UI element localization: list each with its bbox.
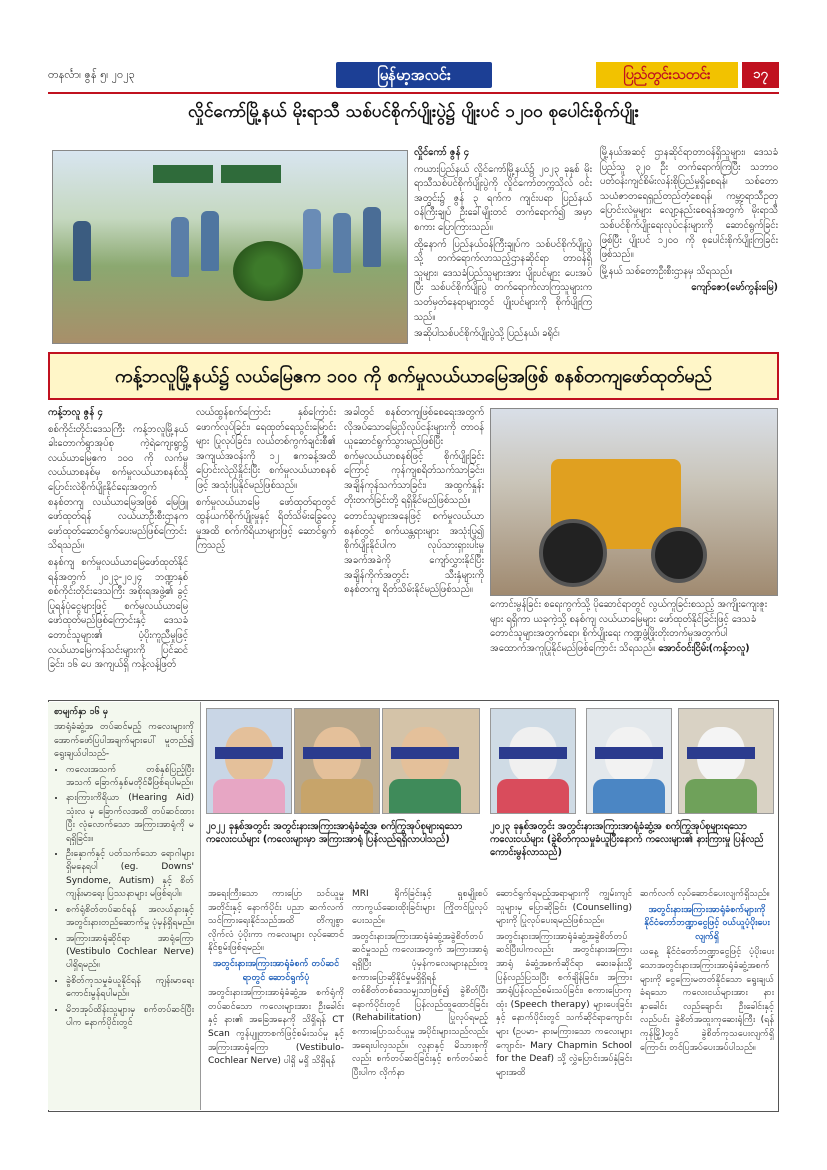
story1-paragraph: မြို့နယ် သစ်တောဦးစီးဌာနမှ သိရသည်။	[600, 265, 733, 277]
child-photo	[586, 708, 672, 814]
list-item: • မိဘအုပ်ထိန်းသူများမှ စက်တပ်ဆင်ပြီးပါက နောက်ပိုင်းတွင်	[66, 1004, 194, 1031]
privacy-bar	[595, 747, 663, 759]
story3-column-b	[352, 888, 488, 1108]
privacy-bar	[303, 747, 371, 759]
child-photo	[382, 708, 480, 814]
child-body	[389, 779, 461, 814]
child-body	[685, 779, 757, 814]
section-title: ပြည်တွင်းသတင်း	[596, 62, 738, 88]
privacy-bar	[499, 747, 567, 759]
story2-paragraph: တောင်သူများအနေဖြင့် စက်မှုလယ်ယာစနစ်တွင် စက်ယန္တရားများ အသုံးပြု၍ စိုက်ပျိုးနိုင်ပါက လုပ်သားရှားပါးမှုအခက်အခဲကို ကျော်လွှားနိုင်ပြီး အချိန်ကိုက်အတွင်း သီးနှံများကို စနစ်တကျ ရိတ်သိမ်းနိုင်မည်ဖြစ်သည်။	[344, 511, 484, 596]
person-figure	[333, 213, 351, 273]
person-figure	[73, 221, 91, 281]
person-figure	[363, 207, 381, 267]
photo-caption-2023: ၂၀၂၃ ခုနှစ်အတွင်း အတွင်းနားအကြားအာရုံခံဆွံ့အ စက်ကြွအုပ်စုများရသော ကလေးငယ်များ (ခွဲစိတ်ကုသမှုခံယူပြီးနောက် ကလေးများ၏ နားကြားမှု ပြန်လည်ကောင်းမွန်လာသည်)	[490, 821, 764, 858]
criteria-list	[54, 764, 194, 1031]
story3-paragraph: အတွင်းနားအကြားအာရုံခံဆွံ့အ စက်ရုံကိုတပ်ဆင်သော ကလေးများအား ဦးခေါင်းနှင့် နား၏ အခြေအနေကို သိရှိရန် CT Scan ကွန်ပျူတာစက်ဖြင့်စမ်းသပ်မှု နှင့် အကြားအာရုံကြော (Vestibulo-Cochlear Nerve) ပါရှိ မရှိ သိရှိရန်	[208, 988, 344, 1067]
list-item: • အကြားအာရုံဆိုင်ရာ အာရုံကြော (Vestibulo Cochlear Nerve) ပါရှိရမည်။	[66, 933, 194, 973]
story3-paragraph: အတွင်းနားအကြားအာရုံခံဆွံ့အခွဲစိတ်တပ်ဆင်ပြီးပါကလည်း အတွင်းနားအကြားအာရုံ ခံဆွံ့အစက်ဆိုင်ရာ ဆေးခန်းသို့ပြန်လည်ပြသပြီး စက်ချိန်ခြင်း၊ အကြားအာရုံပြန်လည်စမ်းသပ်ခြင်း၊ စကားပြောကုထုံး (Speech therapy) များပေးခြင်းနှင့် နောက်ပိုင်းတွင် သက်ဆိုင်ရာကျောင်းများ (ဥပမာ- နားမကြားသော ကလေးများကျောင်း- Mary Chapmin School for the Deaf) သို့ လွှဲပြောင်းအပ်နှံခြင်းများအထိ	[496, 931, 632, 1078]
story1-byline: ကျော်ဇော(မော်ကွန်းမြေ)	[691, 282, 778, 294]
story3-sidebar-text	[54, 706, 194, 1106]
paper-masthead: မြန်မာ့အလင်း	[336, 62, 492, 88]
banner-sign	[221, 165, 281, 183]
story1-paragraph: ထို့နောက် ပြည်နယ်ဝန်ကြီးချုပ်က သစ်ပင်စိုက်ပျိုးပွဲသို့ တက်ရောက်လာသည့်ဌာနဆိုင်ရာ တာဝန်ရှိသူများ၊ ဒေသခံပြည်သူများအား ပျိုးပင်များ ပေးအပ်ပြီး သစ်ပင်စိုက်ပျိုးပွဲ တက်ရောက်လာကြသူများက သတ်မှတ်နေရာများတွင် ပျိုးပင်များကို စိုက်ပျိုးကြသည်။	[414, 238, 592, 323]
story2-column-1	[48, 406, 188, 696]
issue-date: တနင်္လာ၊ ဇွန် ၅၊ ၂၀၂၃	[48, 68, 135, 81]
photo-caption-2022: ၂၀၂၂ ခုနှစ်အတွင်း အတွင်းနားအကြားအာရုံခံဆွံ့အ စက်ကြွအုပ်စုများရသော ကလေးငယ်များ (ကလေးများမှာ အကြားအာရုံ ပြန်လည်ရရှိလာပါသည်)	[206, 821, 463, 845]
tractor-wheel	[539, 519, 607, 587]
continued-label: စာမျက်နှာ ၁၆ မှ	[54, 707, 109, 717]
story2-dateline: ကန့်ဘလူ ဇွန် ၄	[48, 407, 103, 418]
story3-intro: အာရုံခံဆွံ့အ တပ်ဆင်မည့် ကလေးများကို အောက်ဖော်ပြပါအချက်များပေါ် မူတည်၍ ရွေးချယ်ပါသည်-	[54, 722, 194, 760]
privacy-bar	[391, 747, 459, 759]
newspaper-page	[48, 62, 779, 1112]
list-item: • နားကြားကိရိယာ (Hearing Aid) သုံးလ မှ ခြောက်လအထိ တပ်ဆင်ထားပြီး လုံလောက်သော အကြားအာရုံကို မရရှိခြင်း။	[66, 792, 194, 846]
tractor-photo	[490, 408, 778, 596]
story3-column-c	[496, 888, 632, 1108]
story2-byline: အောင်ဝင်းငြိမ်း(ကန့်ဘလူ)	[658, 642, 750, 654]
child-body	[593, 779, 665, 814]
tree-planting-photo	[52, 150, 408, 344]
story1-dateline: လှိုင်ကော် ဇွန် ၄	[414, 147, 470, 158]
story2-column-2	[196, 406, 336, 696]
person-figure	[303, 209, 321, 269]
story2-paragraph: စစ်ကိုင်းတိုင်းဒေသကြီး ကန့်ဘလူမြို့နယ် ခါးတောက်ရွာအုပ်စု ကဲ့ရဲကျေးရွာ၌ လယ်ယာမြေဧက ၁၀၀ ကို လက်မှုလယ်ယာစနစ်မှ စက်မှုလယ်ယာစနစ်သို့ ပြောင်းလဲစိုက်ပျိုးနိုင်ရေးအတွက် စနစ်တကျ လယ်ယာမြေအဖြစ် မြေဖြူဖော်ထုတ်ရန် လယ်ယာဦးစီးဌာနက ဖော်ထုတ်ဆောင်ရွက်ပေးမည်ဖြစ်ကြောင်း သိရသည်။	[48, 423, 188, 552]
child-photo	[294, 708, 380, 814]
child-body	[213, 779, 285, 814]
story3-paragraph: အရေးကြီးသော ကားပြော သင်ယူမှုအတိုင်းနှင့် နောက်ပိုင်း ပညာ ဆက်လက်သင်ကြားရေးနိုင်သည်အထိ တိကျစွာ လိုက်လံ ပံ့ပိုးကာ ကလေးများ လုပ်ဆောင်နိုင်စွမ်းဖြစ်ရမည်။	[208, 889, 344, 954]
person-figure	[201, 211, 219, 271]
story1-column-1	[414, 146, 592, 344]
child-photo	[678, 708, 774, 814]
list-item: • စက်ရုံစိတ်တပ်ဆင်ရန် အလယ်နားနှင့် အတွင်းနားတည်ဆောက်မှု ပုံမှန်ရှိရမည်။	[66, 904, 194, 931]
story3-paragraph: ယနေ့ နိုင်ငံတော်ဘဏ္ဍာငွေဖြင့် ပံ့ပိုးပေးသောအတွင်းနားအကြားအာရုံခံဆွံ့အစက်များကို ငွေကြေးမတတ်နိုင်သော ရွေးချယ်ခံရသော ကလေးငယ်များအား နား နှာခေါင်း လည်ချောင်း ဦးခေါင်းနှင့် လည်ပင်း ခွဲစိတ်အထူးကုဆေးရုံကြီး (ရန်ကုန်မြို့)တွင် ခွဲစိတ်ကုသပေးလျက်ရှိကြောင်း တင်ပြအပ်ပေးအပ်ပါသည်။	[640, 947, 774, 1053]
privacy-bar	[687, 747, 755, 759]
story3-subheading: အတွင်းနားအကြားအာရုံခံစက် တပ်ဆင်ရာတွင် ဆောင်ရွက်ပုံ	[212, 958, 340, 983]
person-figure	[171, 217, 189, 277]
child-body	[497, 779, 569, 814]
privacy-bar	[215, 747, 283, 759]
story2-paragraph: လယ်ထွန်စက်ကြောင်း နှစ်ကြောင်း ဖောက်လုပ်ခြင်း၊ ရေထုတ်ရေသွင်းမြောင်းများ ပြုလုပ်ခြင်း၊ လယ်တစ်ကွက်ချင်းစီ၏ အကျယ်အဝန်းကို ၁၂ ဧကခန့်အထိ ပြောင်းလဲညှိနှိုင်းပြီး စက်မှုလယ်ယာစနစ်ဖြင့် အသုံးပြုနိုင်မည်ဖြစ်သည်။	[196, 407, 336, 491]
story1-paragraph: ကယားပြည်နယ် လှိုင်ကော်မြို့နယ်၌ ၂၀၂၃ ခုနှစ် မိုးရာသီသစ်ပင်စိုက်ပျိုးပွဲကို လှိုင်ကော်တက္ကသိုလ် ဝင်းအတွင်း၌ ဇွန် ၃ ရက်က ကျင်းပရာ ပြည်နယ် ဝန်ကြီးချုပ် ဦးခေါ်မျိုးတင် တက်ရောက်၍ အမှာစကား ပြောကြားသည်။	[414, 163, 592, 233]
story1-paragraph: အဆိုပါသစ်ပင်စိုက်ပျိုးပွဲသို့ ပြည်နယ်၊ ခရိုင်၊	[414, 328, 560, 340]
story2-caption-text: ကောင်းမွန်ခြင်း စရေးကွက်သို့ ပိုဆောင်ရာတွင် လွယ်ကူခြင်းစသည့် အကျိုးကျေးဇူးများ ရရှိကာ ယခုကဲ့သို့ စနစ်ကျ လယ်ယာမြေများ ဖော်ထုတ်နိုင်ခြင်းဖြင့် ဒေသခံတောင်သူများအတွက်ရော၊ စိုက်ပျိုးရေး ကဏ္ဍဖွံ့ဖြိုးတိုးတက်မှုအတွက်ပါ အထောက်အကူပြုနိုင်မည်ဖြစ်ကြောင်း သိရသည်။	[490, 599, 768, 654]
child-body	[301, 779, 373, 814]
list-item: • ဦးနှောက်နှင့် ပတ်သက်သော ရောဂါများ ရှိမနေရပါ (eg. Downs' Syndome, Autism) နှင့် စိတ်ကျန်းမာရေး ပြဿနာများ မဖြစ်ရပါ။	[66, 848, 194, 902]
story3-subheading: အတွင်းနားအကြားအာရုံခံစက်များကို နိုင်ငံတော်ဘဏ္ဍာငွေဖြင့် ဝယ်ယူပံ့ပိုးပေးလျက်ရှိ	[644, 904, 770, 942]
story2-caption	[490, 598, 778, 656]
story1-headline: လှိုင်ကော်မြို့နယ် မိုးရာသီ သစ်ပင်စိုက်ပျိုးပွဲ၌ ပျိုးပင် ၁၂၀၀ စုပေါင်းစိုက်ပျိုး	[188, 102, 639, 122]
story2-headline: ကန့်ဘလူမြို့နယ်၌ လယ်မြေဧက ၁၀၀ ကို စက်မှုလယ်ယာမြေအဖြစ် စနစ်တကျဖော်ထုတ်မည်	[114, 366, 713, 387]
story3-paragraph: MRI ရိုက်ခြင်းနှင့် ရှုစမျိုးစပ် ကာကွယ်ဆေးထိုးခြင်းများ ကြိုတင်ပြုလုပ်ပေးသည်။	[352, 889, 488, 927]
story2-paragraph: စနစ်ကျ စက်မှုလယ်ယာမြေဖော်ထုတ်နိုင်ရန်အတွက် ၂၀၂၃-၂၀၂၄ ဘဏ္ဍာနှစ် စစ်ကိုင်းတိုင်းဒေသကြီး အစိုးရအဖွဲ့၏ ခွင့်ပြုရန်ပုံငွေများဖြင့် စက်မှုလယ်ယာမြေ ဖော်ထုတ်မည်ဖြစ်ကြောင်းနှင့် ဒေသခံတောင်သူများ၏ ပံ့ပိုးကူညီမှုဖြင့် လယ်ယာမြေကန်သင်းများကို ပြင်ဆင်ခြင်း၊ ၁၆ ပေ အကျယ်ရှိ ကန့်လန့်ဖြတ်	[48, 556, 188, 671]
story2-column-3	[344, 406, 484, 696]
child-photo	[490, 708, 576, 814]
story3-column-a	[208, 888, 344, 1108]
page-header	[48, 62, 779, 92]
story2-headline-box	[48, 352, 779, 400]
sapling-tree	[233, 241, 303, 301]
story3-paragraph: အတွင်းနားအကြားအာရုံခံဆွံ့အခွဲစိတ်တပ်ဆင်မှုသည် ကလေးအတွက် အကြားအာရုံရရှိပြီး ပုံမှန်ကလေးများနည်းတူ စကားပြောဆိုနိုင်မှုမရှိရှိရန် တစ်စိတ်တစ်ဒေသမျှသာဖြစ်၍ ခွဲစိတ်ပြီးနောက်ပိုင်းတွင် ပြန်လည်ထူထောင်ခြင်း (Rehabilitation) ပြုလုပ်ရမည့် စကားပြောသင်ယူမှု အပိုင်းများသည်လည်း အရေးပါလှသည်။ လူနာနှင့် မိသားစုကိုလည်း စက်တပ်ဆင်ခြင်းနှင့် စက်တပ်ဆင်ပြီးပါက လိုက်နာ	[352, 931, 488, 1078]
story1-paragraph: မြို့နယ်အဆင့် ဌာနဆိုင်ရာတာဝန်ရှိသူများ၊ ဒေသခံပြည်သူ ၃၂၀ ဦး တက်ရောက်ကြပြီး သဘာဝပတ်ဝန်းကျင်စိမ်းလန်းစိုပြည်မှုရှိစေရန်၊ သစ်တောသယံဇာတရေရှည်တည်တံ့စေရန်၊ ကမ္ဘာ့ရာသီဥတုပြောင်းလဲမှုများ လျော့နည်းစေရန်အတွက် မိုးရာသီ သစ်ပင်စိုက်ပျိုးရေးလုပ်ငန်းများကို ဆောင်ရွက်ခြင်းဖြစ်ပြီး ပျိုးပင် ၁၂၀၀ ကို စုပေါင်းစိုက်ပျိုးကြခြင်းဖြစ်သည်။	[600, 147, 778, 261]
story1-column-2	[600, 146, 778, 298]
story3-sidebar	[48, 702, 201, 1110]
banner-sign	[153, 165, 213, 183]
child-photo	[206, 708, 292, 814]
story3-paragraph: ဆက်လက် လုပ်ဆောင်ပေးလျက်ရှိသည်။	[640, 889, 770, 899]
list-item: • ကလေးအသက် တစ်နှစ်ပြည့်ပြီး အသက် ခြောက်နှစ်မတိုင်မီဖြစ်ရပါမည်။	[66, 764, 194, 791]
story2-paragraph: အခါတွင် စနစ်တကျဖြစ်စေရေးအတွက် လိုအပ်သောမြေညှိလုပ်ငန်းများကို တာဝန်ယူဆောင်ရွက်သွားမည်ဖြစ်ပြီး စက်မှုလယ်ယာစနစ်ဖြင့် စိုက်ပျိုးခြင်းကြောင့် ကုန်ကျစရိတ်သက်သာခြင်း၊ အချိန်ကုန်သက်သာခြင်း၊ အထွက်နှုန်းတိုးတက်ခြင်းတို့ ရရှိနိုင်မည်ဖြစ်သည်။	[344, 407, 484, 506]
story3-paragraph: ဆောင်ရွက်ရမည့်အရာများကို ကျွမ်းကျင်သူများမှ ပြောဆိုခြင်း (Counselling) များကို ပြုလုပ်ပေးရမည်ဖြစ်သည်။	[496, 889, 632, 927]
tractor-wheel	[651, 527, 707, 583]
page-number: ၁၇	[742, 62, 779, 88]
list-item: • ခွဲစိတ်ကုသမှုခံယူနိုင်ရန် ကျန်းမာရေး ကောင်းမွန်ရပါမည်။	[66, 975, 194, 1002]
story3-column-d	[640, 888, 774, 1108]
story2-paragraph: စက်မှုလယ်ယာမြေ ဖော်ထုတ်ရာတွင် ထွန်ယက်စိုက်ပျိုးမှုနှင့် ရိတ်သိမ်းခြွေလှေ့မှုအထိ စက်ကိရိယာများဖြင့် ဆောင်ရွက်ကြသည့်	[196, 496, 336, 552]
header-divider	[48, 92, 779, 94]
